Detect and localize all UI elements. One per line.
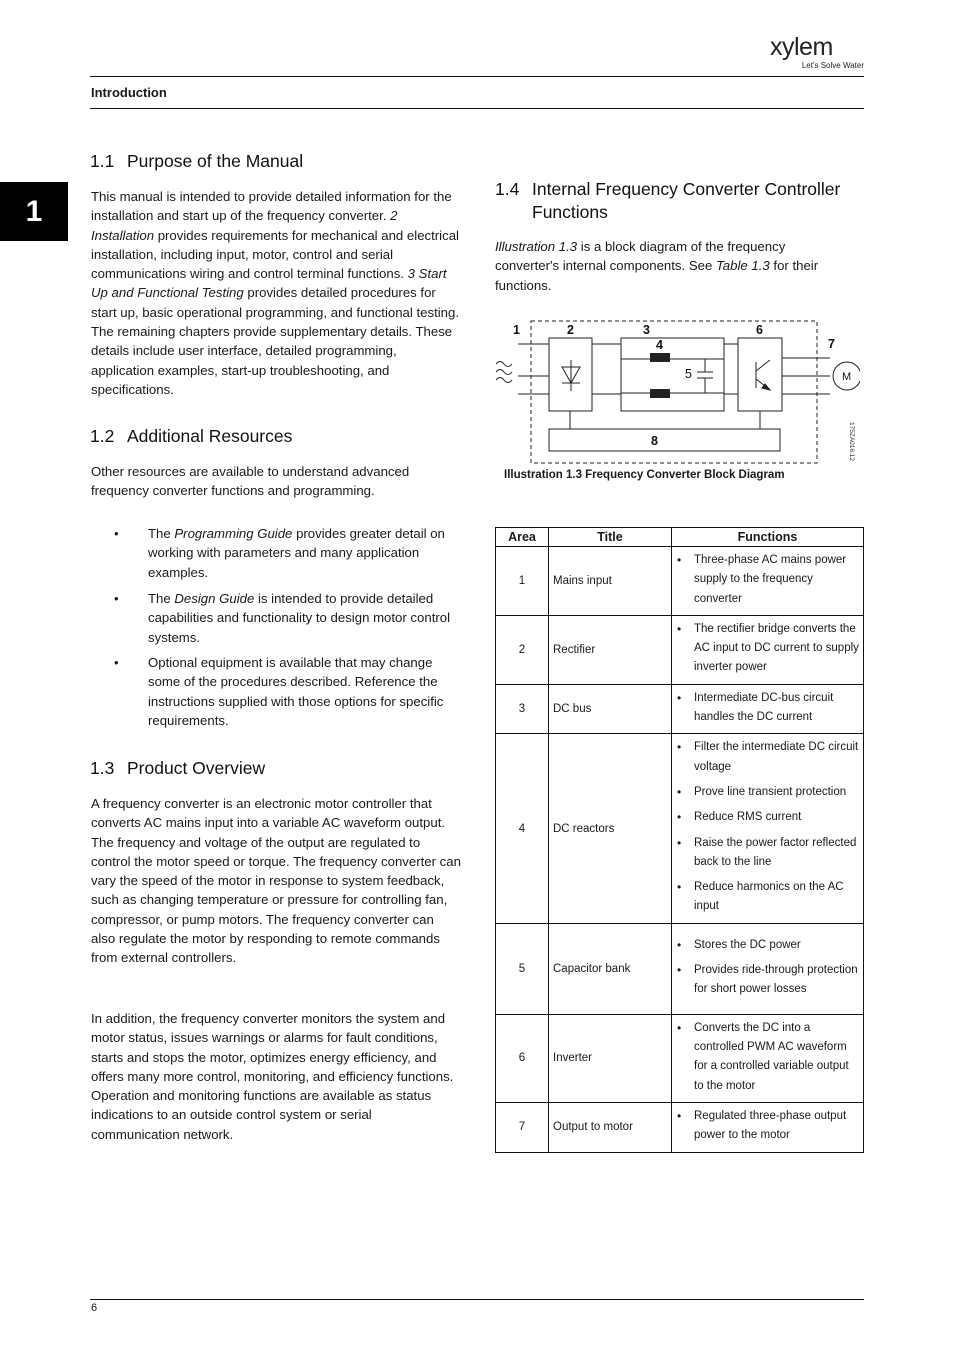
diagram-label-1: 1 <box>513 323 520 337</box>
cell-area: 1 <box>496 547 549 616</box>
table-row <box>496 615 864 684</box>
dc-bus-block <box>621 338 724 411</box>
footer-rule <box>90 1299 864 1300</box>
text-run: for their functions. <box>495 258 819 293</box>
cell-area: 2 <box>496 615 549 684</box>
italic-reference: Table 1.3 <box>715 258 770 274</box>
cell-functions <box>672 684 864 734</box>
function-item: • Prove line transient protection <box>677 783 859 802</box>
text-run: provides greater detail on working with parameters and many application examples. <box>148 526 445 580</box>
table-row <box>496 1014 864 1102</box>
table-row <box>496 734 864 923</box>
text-run: is intended to provide detailed capabilities and functionality to design motor control systems. <box>148 591 451 645</box>
control-block <box>549 429 780 451</box>
diagram-label-4: 4 <box>656 338 663 352</box>
logo-wordmark: xylem <box>770 33 833 61</box>
header-functions: Functions <box>672 528 864 547</box>
function-item: • Reduce RMS current <box>677 808 859 827</box>
motor-label: M <box>842 371 852 383</box>
function-item: • Intermediate DC-bus circuit handles the DC current <box>677 689 859 728</box>
text-run: The <box>148 591 175 606</box>
text-run: This manual is intended to provide detailed information for the installation and start up of the frequency converter. <box>91 189 452 224</box>
resource-bullet-text <box>148 524 462 582</box>
dc-reactor-bottom <box>650 389 670 398</box>
functions-table <box>495 527 864 1153</box>
text-run: is a block diagram of the frequency converter's internal components. See <box>495 239 786 274</box>
diagram-label-8: 8 <box>651 434 658 448</box>
function-item: • Filter the intermediate DC circuit voltage <box>677 738 859 777</box>
cell-title: DC reactors <box>549 734 672 923</box>
xylem-logo <box>770 34 864 70</box>
function-item: • Regulated three-phase output power to the motor <box>677 1107 859 1146</box>
text-run: provides requirements for mechanical and electrical installation, including input, motor, control and serial communications wiring and control terminal functions. <box>91 227 459 282</box>
inverter-block <box>738 338 782 411</box>
section-1-1-heading: 1.1 Purpose of the Manual <box>90 151 304 171</box>
italic-reference: Illustration 1.3 <box>495 239 578 254</box>
header-rule-top <box>90 76 864 77</box>
diagram-caption: Illustration 1.3 Frequency Converter Block Diagram <box>504 469 785 481</box>
cell-title: Output to motor <box>549 1102 672 1152</box>
table-row <box>496 547 864 616</box>
cell-functions <box>672 615 864 684</box>
table-body <box>496 547 864 1153</box>
cell-title: Inverter <box>549 1014 672 1102</box>
page-number: 6 <box>91 1302 98 1314</box>
ac-symbol <box>496 362 512 383</box>
section-1-3-paragraph-2: In addition, the frequency converter monitors the system and motor status, issues warnings or alarms for fault conditions, starts and stops the motor, optimizes energy efficiency, and offers many more control, monitoring, and efficiency functions. Operation and monitoring functions are available as status indications to an outside control system or serial communication network. <box>91 1011 454 1142</box>
cell-area: 5 <box>496 923 549 1014</box>
block-diagram <box>494 316 860 466</box>
function-item: • Reduce harmonics on the AC input <box>677 878 859 917</box>
dc-reactor-top <box>650 353 670 362</box>
cell-area: 3 <box>496 684 549 734</box>
text-run: provides detailed procedures for start up, basic operational programming, and functional testing. The remaining chapters provide supplementary details. These details include user interface, detailed programming, application examples, start-up troubleshooting, and specifications. <box>91 285 459 397</box>
cell-area: 6 <box>496 1014 549 1102</box>
text-run: The <box>148 526 175 541</box>
diagram-code: 175ZA016.12 <box>848 422 855 462</box>
italic-reference: Design Guide <box>174 591 255 606</box>
section-1-2-heading: 1.2 Additional Resources <box>90 426 293 446</box>
logo-tagline: Let's Solve Water <box>801 61 864 70</box>
section-1-4-heading: 1.4 Internal Frequency Converter Controller Functions <box>495 179 841 222</box>
bullet-dot: • <box>114 655 119 670</box>
cell-area: 7 <box>496 1102 549 1152</box>
diagram-label-3: 3 <box>643 323 650 337</box>
cell-functions <box>672 734 864 923</box>
diagram-label-2: 2 <box>567 323 574 337</box>
table-row <box>496 923 864 1014</box>
drive-enclosure-outline <box>531 321 817 463</box>
function-item: • The rectifier bridge converts the AC input to DC current to supply inverter power <box>677 620 859 678</box>
header-area: Area <box>496 528 549 547</box>
section-1-4-body <box>495 237 853 295</box>
bullet-dot: • <box>114 591 119 606</box>
section-1-2-body: Other resources are available to understand advanced frequency converter functions and programming. <box>91 464 410 499</box>
table-row <box>496 684 864 734</box>
function-item: • Provides ride-through protection for short power losses <box>677 961 859 1000</box>
header-title: Title <box>549 528 672 547</box>
cell-functions <box>672 1014 864 1102</box>
bullet-dot: • <box>114 526 119 541</box>
section-1-1-body <box>91 187 461 399</box>
cell-title: Rectifier <box>549 615 672 684</box>
cell-title: Capacitor bank <box>549 923 672 1014</box>
cell-area: 4 <box>496 734 549 923</box>
section-1-3-heading: 1.3 Product Overview <box>90 758 266 778</box>
italic-reference: 2 Installation <box>91 208 398 243</box>
table-row <box>496 1102 864 1152</box>
header-rule-bottom <box>90 108 864 109</box>
cell-title: DC bus <box>549 684 672 734</box>
function-item: • Converts the DC into a controlled PWM AC waveform for a controlled variable output to the motor <box>677 1019 859 1096</box>
diagram-label-5: 5 <box>685 367 692 381</box>
cell-functions <box>672 923 864 1014</box>
italic-reference: 3 Start Up and Functional Testing <box>91 266 447 301</box>
function-item: • Raise the power factor reflected back to the line <box>677 834 859 873</box>
table-header-row <box>496 528 864 547</box>
header-section-label: Introduction <box>91 85 167 100</box>
cell-functions <box>672 1102 864 1152</box>
function-item: • Stores the DC power <box>677 936 859 955</box>
diagram-label-6: 6 <box>756 323 763 337</box>
italic-reference: Programming Guide <box>174 526 293 541</box>
resource-bullet-text <box>148 653 462 730</box>
chapter-tab: 1 <box>0 182 68 241</box>
text-run: Optional equipment is available that may change some of the procedures described. Reference the instructions supplied with those options for specific requirements. <box>148 655 444 728</box>
section-1-3-paragraph-1: A frequency converter is an electronic motor controller that converts AC mains input into a variable AC waveform output. The frequency and voltage of the output are regulated to control the motor speed or torque. The frequency converter can vary the speed of the motor in response to system feedback, such as changing temperature or pressure for controlling fan, compressor, or pump motors. The frequency converter can also regulate the motor by responding to remote commands from external controllers. <box>91 796 461 966</box>
diagram-label-7: 7 <box>828 337 835 351</box>
cell-title: Mains input <box>549 547 672 616</box>
function-item: • Three-phase AC mains power supply to the frequency converter <box>677 551 859 609</box>
resource-bullet-text <box>148 589 462 647</box>
cell-functions <box>672 547 864 616</box>
